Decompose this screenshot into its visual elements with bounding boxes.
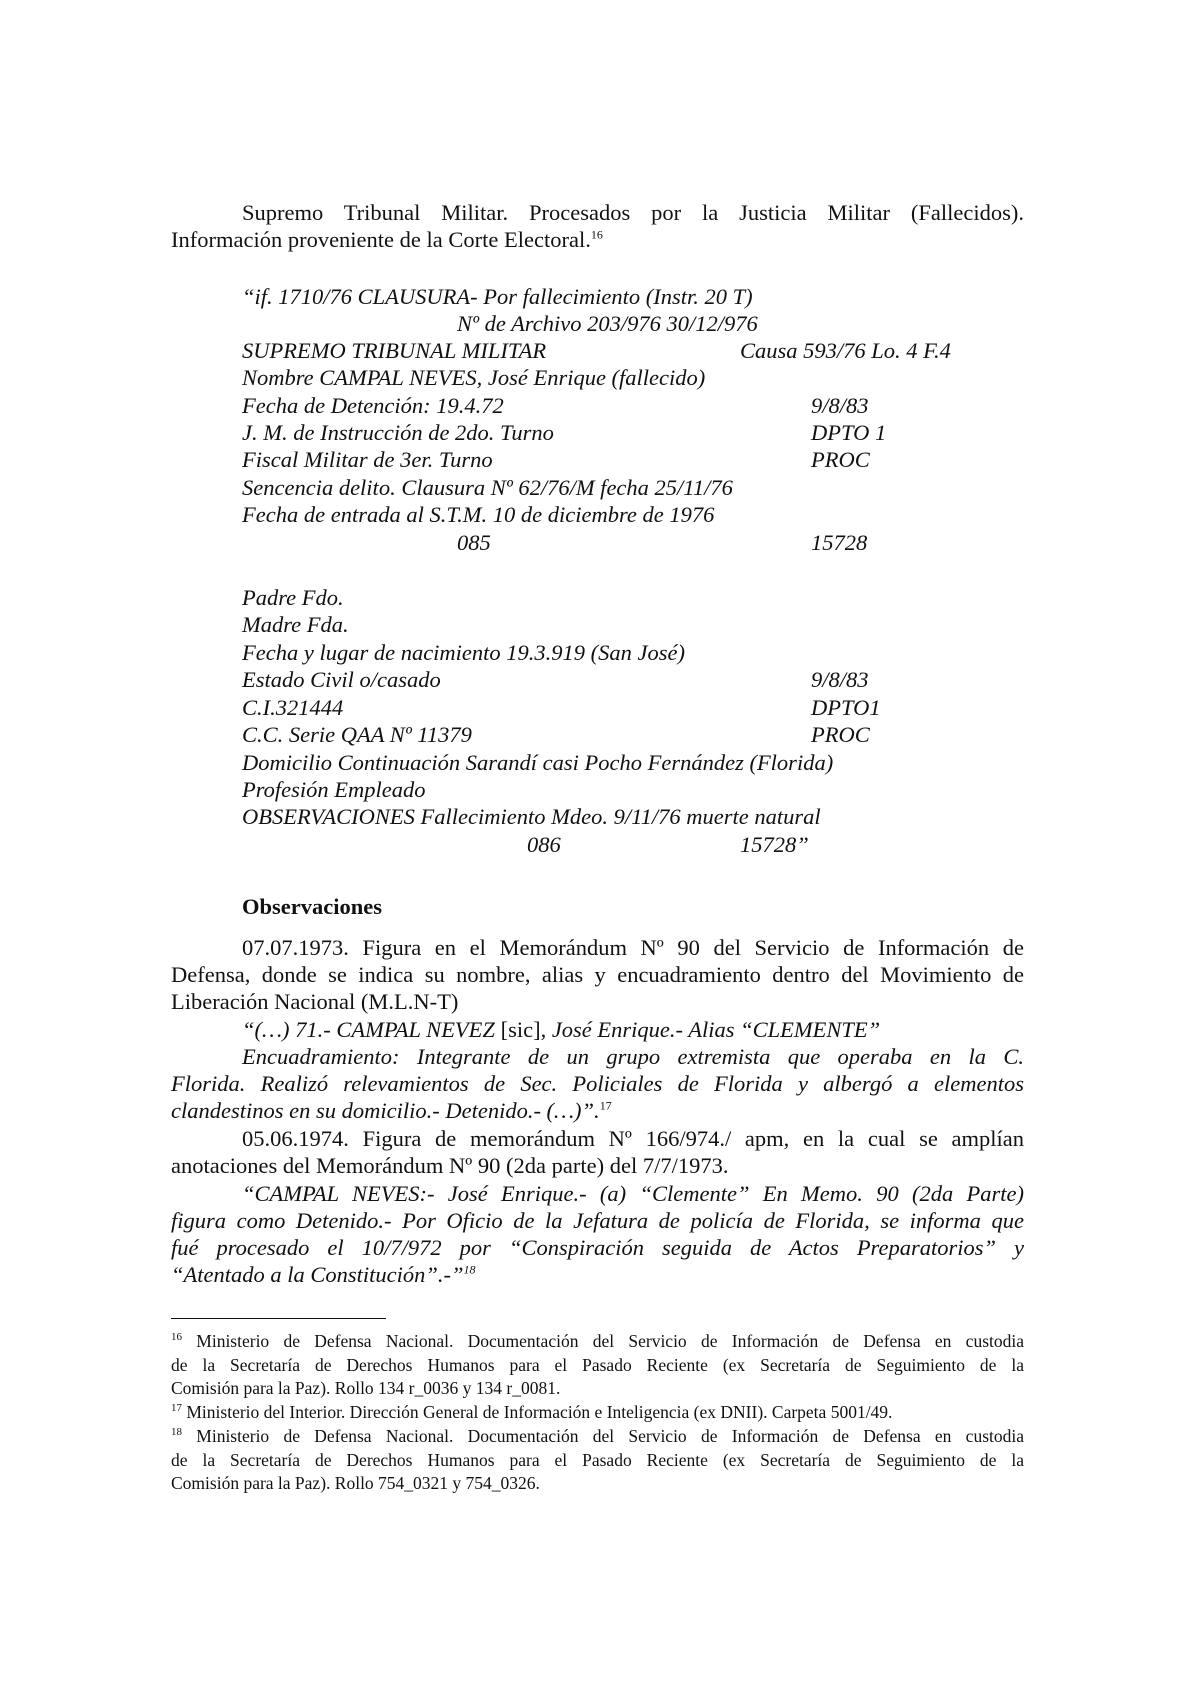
footnote-ref-17: 17 [599,1098,612,1113]
footnote-ref-18: 18 [463,1262,476,1277]
record-line-11: Padre Fdo. [242,585,344,610]
footnote-16-number: 16 [171,1331,182,1344]
record-line-5-right: 9/8/83 [811,393,869,418]
record-line-12: Madre Fda. [242,612,349,637]
obs-p1-line-2: Defensa, donde se indica su nombre, alias y encuadramiento dentro del Movimiento de [171,962,1024,987]
record-line-1: “if. 1710/76 CLAUSURA- Por fallecimiento (Instr. 20 T) [242,284,753,309]
record-line-17: Domicilio Continuación Sarandí casi Pocho Fernández (Florida) [242,750,834,775]
obs-quote-1-a: “(…) 71.- CAMPAL NEVEZ [242,1017,501,1042]
footnote-ref-16: 16 [590,227,603,242]
footnote-16-line-3: Comisión para la Paz). Rollo 134 r_0036 y 134 r_0081. [171,1378,561,1398]
obs-quote-2-line-3-text: clandestinos en su domicilio.- Detenido.- (…)”. [171,1098,600,1123]
footnote-16-line-1-text: Ministerio de Defensa Nacional. Documentación del Servicio de Información de Defensa en custodia [182,1331,1024,1351]
footnote-18-line-3: Comisión para la Paz). Rollo 754_0321 y 754_0326. [171,1473,540,1493]
record-line-19: OBSERVACIONES Fallecimiento Mdeo. 9/11/76 muerte natural [242,804,821,829]
footnote-17 [171,1401,1024,1425]
record-line-10-left: 085 [457,530,491,555]
obs-quote-1-b: , José Enrique.- Alias “CLEMENTE” [540,1017,881,1042]
intro-line-1: Supremo Tribunal Militar. Procesados por la Justicia Militar (Fallecidos). [242,200,1024,225]
record-line-8: Sencencia delito. Clausura Nº 62/76/M fecha 25/11/76 [242,475,733,500]
obs-quote-3-line-2: figura como Detenido.- Por Oficio de la Jefatura de policía de Florida, se informa que [171,1208,1024,1233]
footnote-17-number: 17 [171,1402,182,1415]
footnote-18 [171,1425,1024,1496]
obs-quote-3-line-4 [171,1261,476,1288]
obs-quote-2-line-3 [171,1097,612,1124]
record-line-9: Fecha de entrada al S.T.M. 10 de diciembre de 1976 [242,502,715,527]
record-line-3-left: SUPREMO TRIBUNAL MILITAR [242,338,547,363]
obs-p2-line-2: anotaciones del Memorándum Nº 90 (2da parte) del 7/7/1973. [171,1153,729,1178]
record-line-20-left: 086 [527,832,561,857]
footnote-16 [171,1330,1024,1401]
footnote-16-line-1 [171,1330,1024,1354]
footnote-17-line-1 [171,1401,1024,1425]
footnote-18-number: 18 [171,1426,182,1439]
obs-quote-1 [242,1016,880,1043]
record-line-4: Nombre CAMPAL NEVES, José Enrique (fallecido) [242,365,706,390]
record-line-7-left: Fiscal Militar de 3er. Turno [242,447,493,472]
obs-p1-line-1: 07.07.1973. Figura en el Memorándum Nº 90 del Servicio de Información de [242,935,1024,960]
record-line-6-right: DPTO 1 [811,420,887,445]
footnote-18-line-1 [171,1425,1024,1449]
record-line-14-right: 9/8/83 [811,667,869,692]
obs-p1-line-3: Liberación Nacional (M.L.N-T) [171,989,459,1014]
record-line-6-left: J. M. de Instrucción de 2do. Turno [242,420,554,445]
record-line-15-right: DPTO1 [811,695,881,720]
record-line-10-right: 15728 [811,530,868,555]
record-line-3-right: Causa 593/76 Lo. 4 F.4 [740,338,951,363]
obs-quote-3-line-4-text: “Atentado a la Constitución”.-” [171,1262,464,1287]
footnote-separator [171,1318,386,1319]
observaciones-heading: Observaciones [242,894,382,919]
obs-quote-3-line-1: “CAMPAL NEVES:- José Enrique.- (a) “Clemente” En Memo. 90 (2da Parte) [242,1181,1024,1206]
footnote-16-line-2: de la Secretaría de Derechos Humanos para el Pasado Reciente (ex Secretaría de Seguimiento de la [171,1354,1024,1375]
record-line-14-left: Estado Civil o/casado [242,667,441,692]
record-line-2: Nº de Archivo 203/976 30/12/976 [457,311,758,336]
footnote-17-text: Ministerio del Interior. Dirección General de Información e Inteligencia (ex DNII). Carpeta 5001/49. [182,1402,893,1422]
obs-quote-2-line-1: Encuadramiento: Integrante de un grupo extremista que operaba en la C. [242,1044,1024,1069]
footnote-18-line-2: de la Secretaría de Derechos Humanos para el Pasado Reciente (ex Secretaría de Seguimiento de la [171,1449,1024,1470]
record-line-16-left: C.C. Serie QAA Nº 11379 [242,722,472,747]
obs-quote-3-line-3: fué procesado el 10/7/972 por “Conspiración seguida de Actos Preparatorios” y [171,1235,1024,1260]
record-line-16-right: PROC [811,722,870,747]
record-line-20-right: 15728” [740,832,809,857]
footnote-18-line-1-text: Ministerio de Defensa Nacional. Documentación del Servicio de Información de Defensa en custodia [182,1426,1024,1446]
record-line-13: Fecha y lugar de nacimiento 19.3.919 (San José) [242,640,686,665]
obs-quote-2-line-2: Florida. Realizó relevamientos de Sec. Policiales de Florida y albergó a elementos [171,1071,1024,1096]
record-line-7-right: PROC [811,447,870,472]
record-line-5-left: Fecha de Detención: 19.4.72 [242,393,504,418]
record-line-15-left: C.I.321444 [242,695,344,720]
record-line-18: Profesión Empleado [242,777,426,802]
obs-quote-1-sic: [sic] [500,1017,541,1042]
obs-p2-line-1: 05.06.1974. Figura de memorándum Nº 166/974./ apm, en la cual se amplían [242,1126,1024,1151]
intro-line-2-text: Información proveniente de la Corte Electoral. [171,227,591,252]
intro-line-2 [171,226,603,253]
